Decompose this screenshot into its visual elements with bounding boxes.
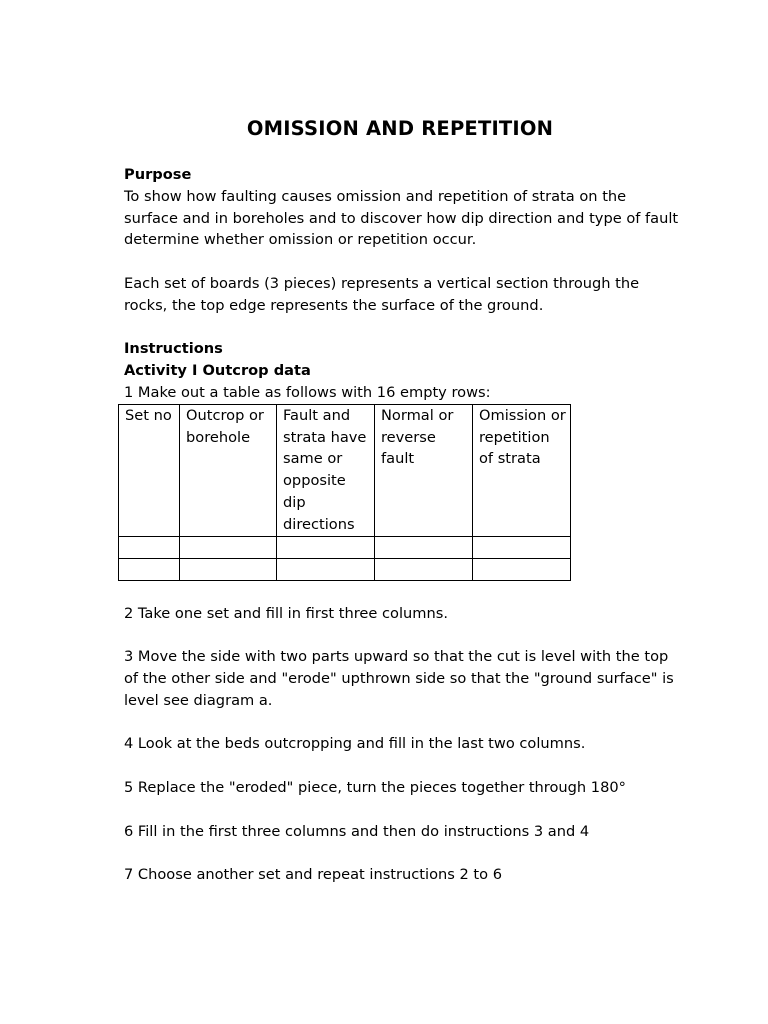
instructions-heading: Instructions (124, 340, 223, 358)
table-row (119, 558, 571, 580)
table-cell (180, 536, 277, 558)
boards-text: Each set of boards (3 pieces) represents a vertical section through the rocks, the top edge represents the surface of the ground. (124, 274, 640, 314)
table-header-cell: Fault and strata have same or opposite dip directions (277, 404, 375, 536)
instruction-step-2: 2 Take one set and fill in first three columns. (124, 604, 448, 622)
table-cell (119, 536, 180, 558)
table-cell (277, 536, 375, 558)
activity-heading: Activity I Outcrop data (124, 362, 311, 380)
table-cell (473, 536, 571, 558)
table-header-cell: Outcrop or borehole (180, 404, 277, 536)
instruction-step-5: 5 Replace the "eroded" piece, turn the pieces together through 180° (124, 778, 626, 796)
table-header-cell: Set no (119, 404, 180, 536)
table-header-cell: Omission or repetition of strata (473, 404, 571, 536)
table-cell (119, 558, 180, 580)
instruction-step-1: 1 Make out a table as follows with 16 empty rows: (124, 383, 491, 401)
table-cell (180, 558, 277, 580)
table-cell (375, 558, 473, 580)
purpose-text: To show how faulting causes omission and repetition of strata on the surface and in boreholes and to discover how dip direction and type of fault determine whether omission or repetition occur. (124, 187, 679, 249)
page-title: OMISSION AND REPETITION (246, 117, 554, 140)
table-header-row (119, 404, 571, 536)
table-cell (375, 536, 473, 558)
table-cell (473, 558, 571, 580)
document-body (124, 164, 684, 886)
table-header-cell: Normal or reverse fault (375, 404, 473, 536)
table-cell (277, 558, 375, 580)
instruction-step-3: 3 Move the side with two parts upward so that the cut is level with the top of the other side and "erode" upthrown side so that the "ground surface" is level see diagram a. (124, 648, 674, 709)
outcrop-table (118, 404, 571, 581)
instruction-step-4: 4 Look at the beds outcropping and fill in the last two columns. (124, 735, 586, 753)
table-row (119, 536, 571, 558)
instruction-step-7: 7 Choose another set and repeat instructions 2 to 6 (124, 866, 502, 884)
instruction-step-6: 6 Fill in the first three columns and then do instructions 3 and 4 (124, 822, 590, 840)
purpose-heading: Purpose (124, 166, 192, 183)
